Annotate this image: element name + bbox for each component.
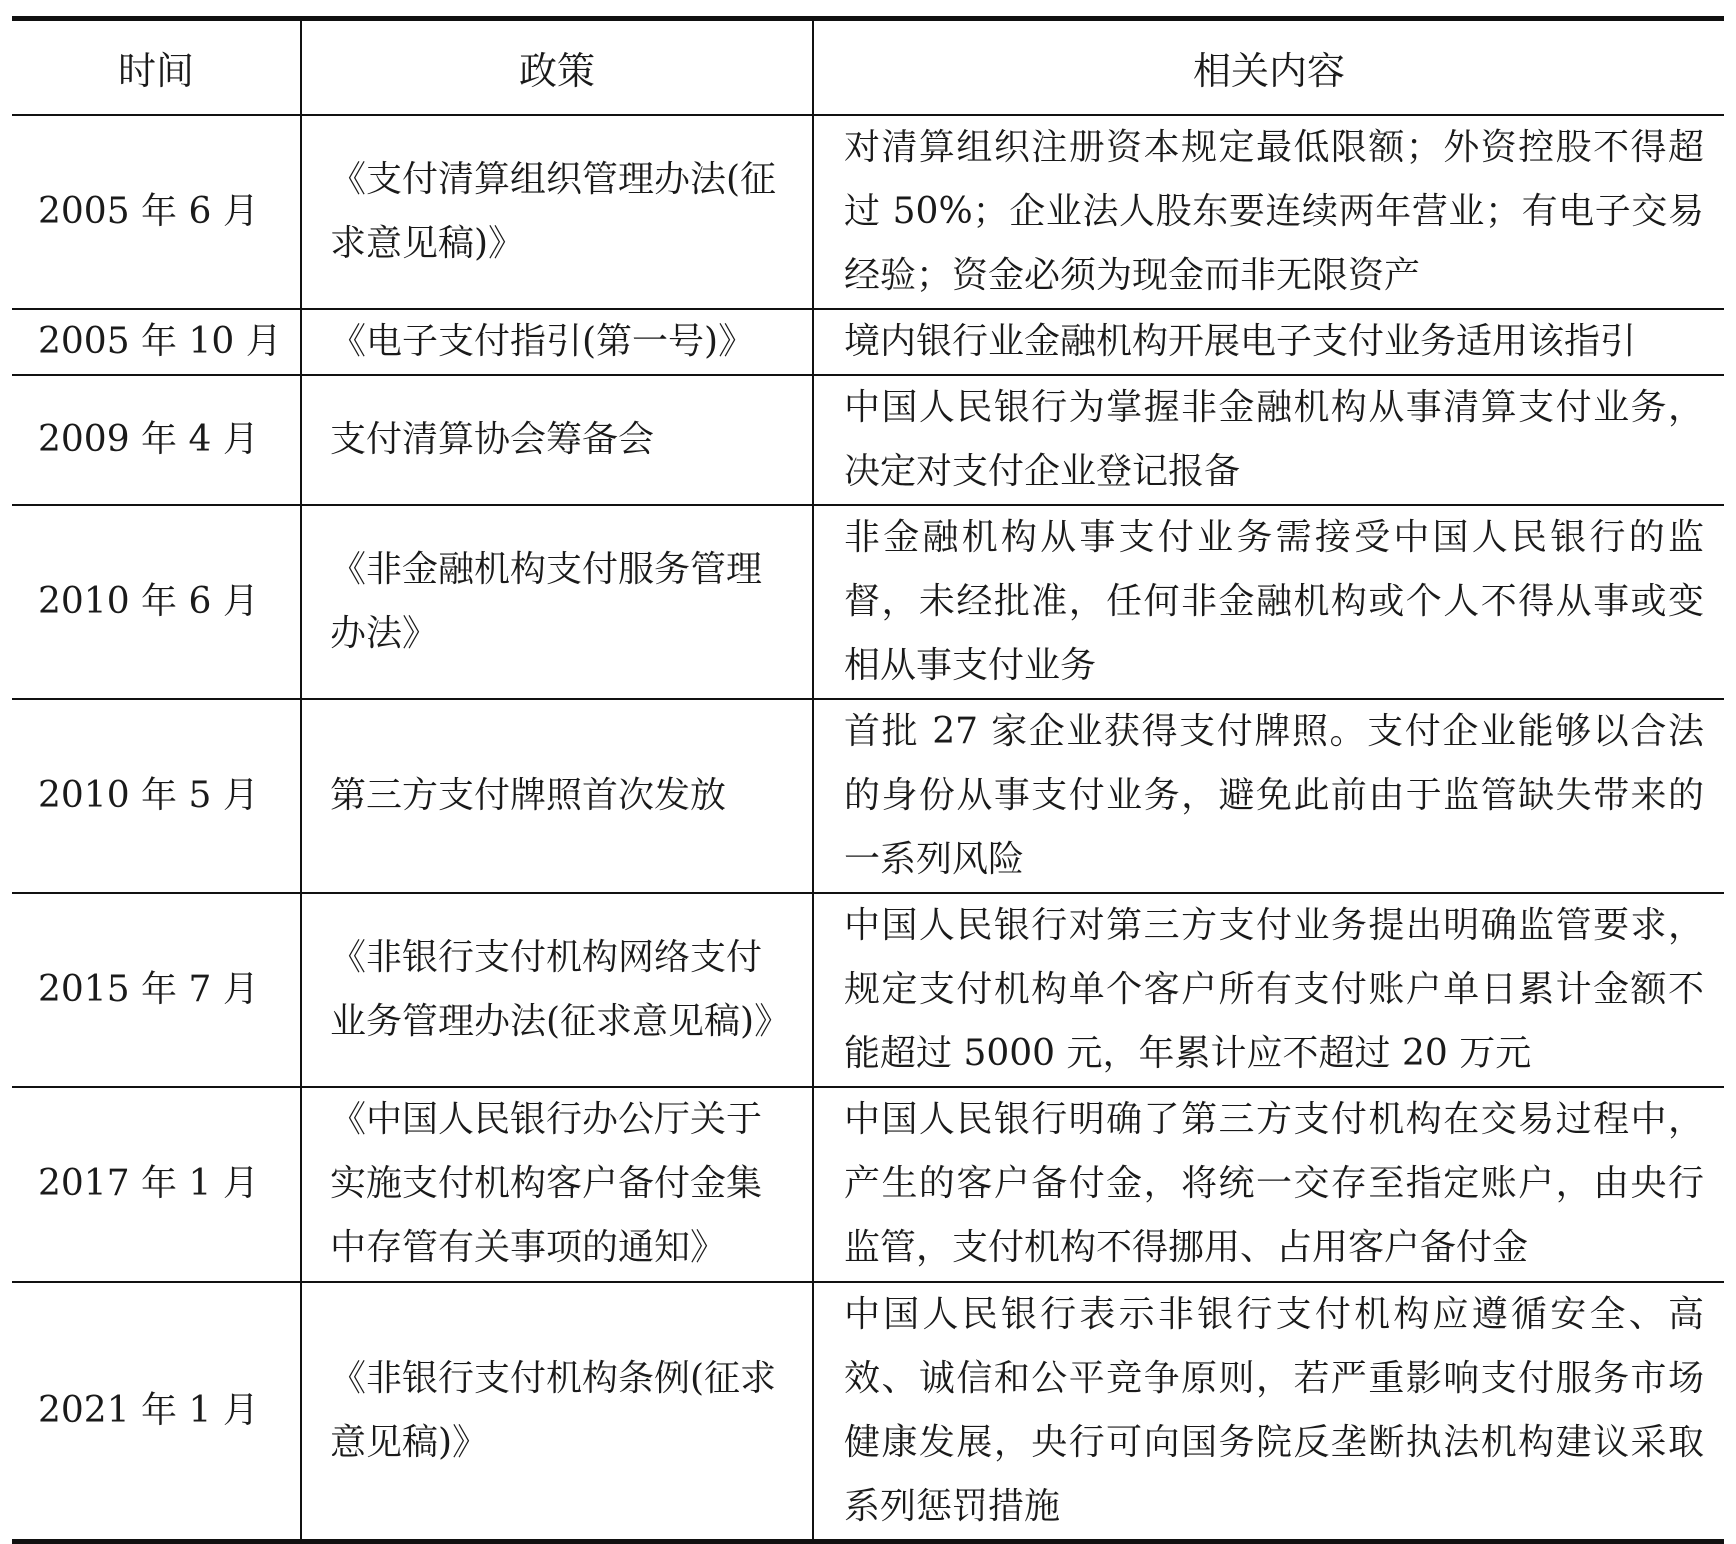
table-row — [12, 115, 1724, 309]
cell-time: 2010 年 6 月 — [12, 505, 301, 699]
table-row — [12, 505, 1724, 699]
policy-timeline-table — [12, 16, 1724, 1544]
table-header-row — [12, 19, 1724, 115]
cell-policy: 第三方支付牌照首次发放 — [301, 699, 813, 893]
table-row — [12, 699, 1724, 893]
table-row — [12, 309, 1724, 375]
table-row — [12, 893, 1724, 1087]
cell-time: 2005 年 10 月 — [12, 309, 301, 375]
cell-policy: 《支付清算组织管理办法(征求意见稿)》 — [301, 115, 813, 309]
cell-policy: 《非金融机构支付服务管理办法》 — [301, 505, 813, 699]
cell-time: 2017 年 1 月 — [12, 1087, 301, 1282]
cell-policy: 《中国人民银行办公厅关于实施支付机构客户备付金集中存管有关事项的通知》 — [301, 1087, 813, 1282]
cell-content: 中国人民银行明确了第三方支付机构在交易过程中，产生的客户备付金，将统一交存至指定账户，由央行监管，支付机构不得挪用、占用客户备付金 — [813, 1087, 1724, 1282]
cell-content: 中国人民银行对第三方支付业务提出明确监管要求，规定支付机构单个客户所有支付账户单日累计金额不能超过 5000 元，年累计应不超过 20 万元 — [813, 893, 1724, 1087]
cell-content: 对清算组织注册资本规定最低限额；外资控股不得超过 50%；企业法人股东要连续两年营业；有电子交易经验；资金必须为现金而非无限资产 — [813, 115, 1724, 309]
header-policy: 政策 — [301, 19, 813, 115]
table-row — [12, 375, 1724, 505]
cell-content: 首批 27 家企业获得支付牌照。支付企业能够以合法的身份从事支付业务，避免此前由于监管缺失带来的一系列风险 — [813, 699, 1724, 893]
header-time: 时间 — [12, 19, 301, 115]
cell-time: 2009 年 4 月 — [12, 375, 301, 505]
table-row — [12, 1282, 1724, 1542]
cell-content: 境内银行业金融机构开展电子支付业务适用该指引 — [813, 309, 1724, 375]
table-row — [12, 1087, 1724, 1282]
header-content: 相关内容 — [813, 19, 1724, 115]
cell-time: 2021 年 1 月 — [12, 1282, 301, 1542]
cell-time: 2015 年 7 月 — [12, 893, 301, 1087]
cell-policy: 《非银行支付机构网络支付业务管理办法(征求意见稿)》 — [301, 893, 813, 1087]
cell-time: 2005 年 6 月 — [12, 115, 301, 309]
cell-content: 非金融机构从事支付业务需接受中国人民银行的监督，未经批准，任何非金融机构或个人不得从事或变相从事支付业务 — [813, 505, 1724, 699]
cell-policy: 支付清算协会筹备会 — [301, 375, 813, 505]
cell-content: 中国人民银行为掌握非金融机构从事清算支付业务，决定对支付企业登记报备 — [813, 375, 1724, 505]
cell-content: 中国人民银行表示非银行支付机构应遵循安全、高效、诚信和公平竞争原则，若严重影响支付服务市场健康发展，央行可向国务院反垄断执法机构建议采取系列惩罚措施 — [813, 1282, 1724, 1542]
cell-time: 2010 年 5 月 — [12, 699, 301, 893]
cell-policy: 《电子支付指引(第一号)》 — [301, 309, 813, 375]
cell-policy: 《非银行支付机构条例(征求意见稿)》 — [301, 1282, 813, 1542]
